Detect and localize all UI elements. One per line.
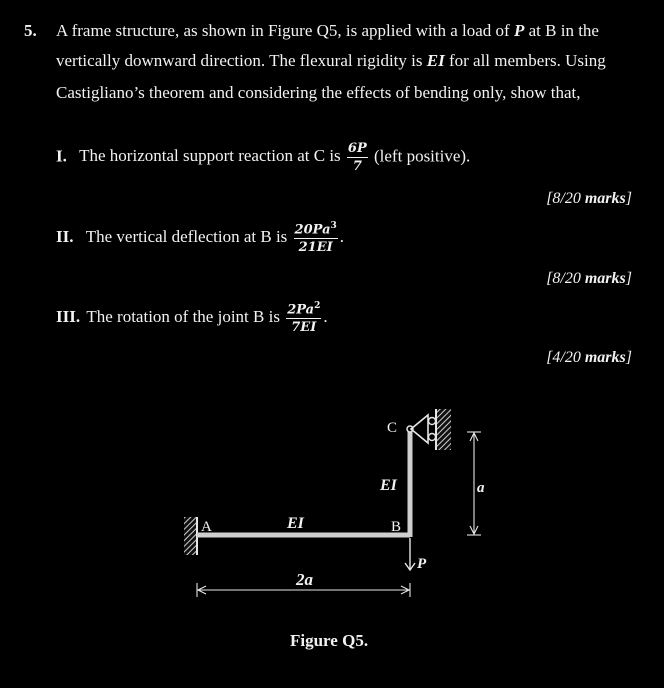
part-1-suffix: (left positive). xyxy=(374,146,471,166)
part-2-suffix: . xyxy=(339,227,345,247)
marks-suffix: ] xyxy=(625,190,632,207)
part-3-suffix: . xyxy=(323,307,328,327)
marks-word: marks xyxy=(584,270,626,287)
support-C-wall xyxy=(437,409,451,450)
load-label: P xyxy=(417,556,427,572)
roller-wheel-bottom xyxy=(429,434,436,441)
part-3-exponent: 2 xyxy=(314,301,321,311)
load-symbol: P xyxy=(513,21,525,40)
marks-suffix: ] xyxy=(625,349,632,366)
rigidity-tail: for all members. Using xyxy=(448,51,606,70)
part-3-denominator: 7EI xyxy=(291,320,317,336)
marks-prefix: [8/20 xyxy=(546,270,585,287)
label-B: B xyxy=(391,519,402,535)
load-location: at B in the xyxy=(528,21,599,40)
question-number: 5. xyxy=(24,21,37,40)
part-1-roman: I. xyxy=(56,146,67,166)
marks-suffix: ] xyxy=(625,270,632,287)
column-rigidity-label: EI xyxy=(380,477,397,494)
intro-text-2: vertically downward direction. The flexural rigidity is xyxy=(56,51,423,70)
marks-word: marks xyxy=(584,190,626,207)
rigidity-symbol: EI xyxy=(426,51,445,70)
part-1-numerator: 6P xyxy=(347,141,367,156)
intro-text-1: A frame structure, as shown in Figure Q5, is applied with a load of xyxy=(56,21,510,40)
roller-wheel-top xyxy=(429,418,436,425)
part-2-exponent: 3 xyxy=(330,221,337,231)
marks-prefix: [8/20 xyxy=(546,190,585,207)
marks-prefix: [4/20 xyxy=(546,349,585,366)
height-dimension-label: a xyxy=(477,480,485,496)
part-2-roman: II. xyxy=(56,227,74,247)
fixed-support-A xyxy=(184,517,196,555)
part-1-text: The horizontal support reaction at C is xyxy=(79,146,341,166)
label-C: C xyxy=(387,420,398,436)
marks-word: marks xyxy=(584,349,626,366)
part-2-text: The vertical deflection at B is xyxy=(85,227,288,247)
beam-rigidity-label: EI xyxy=(287,515,304,532)
span-dimension-label: 2a xyxy=(296,570,313,589)
part-1-denominator: 7 xyxy=(352,159,362,174)
intro-line-3: Castigliano’s theorem and considering the effects of bending only, show that, xyxy=(56,83,581,102)
part-2-numerator: 20Pa xyxy=(294,222,331,238)
label-A: A xyxy=(201,519,212,535)
part-3-roman: III. xyxy=(56,307,81,327)
figure-caption: Figure Q5. xyxy=(290,631,369,650)
part-3-text: The rotation of the joint B is xyxy=(86,307,280,327)
part-3-numerator: 2Pa xyxy=(287,302,315,318)
part-2-denominator: 21EI xyxy=(298,240,333,256)
